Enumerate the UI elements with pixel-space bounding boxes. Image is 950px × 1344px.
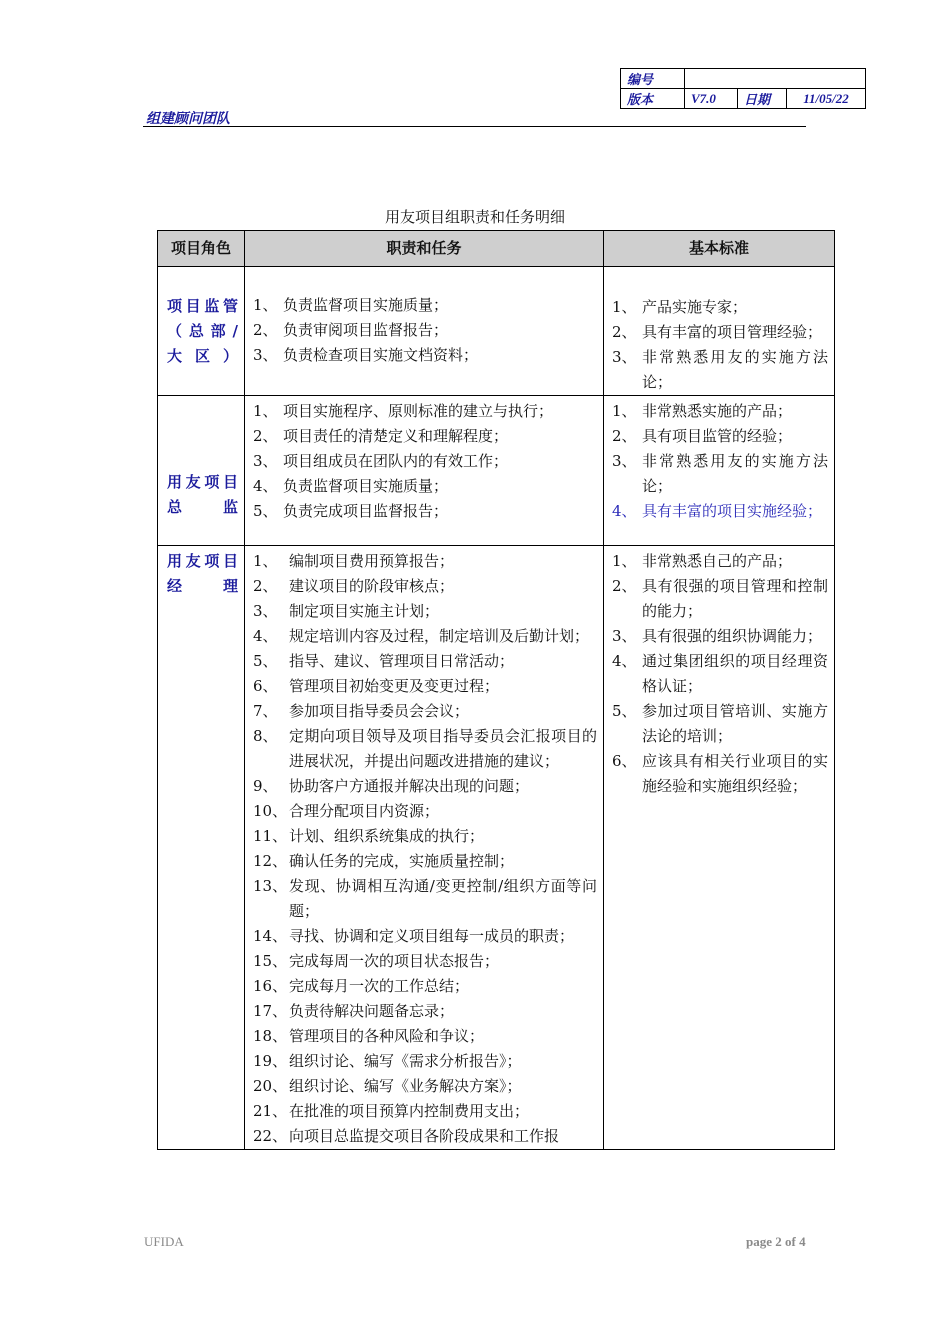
task-item [253,549,597,574]
task-item [253,574,597,599]
task-item [253,293,597,318]
task-number: 2、 [253,427,278,445]
task-text: 合理分配项目内资源； [289,802,440,820]
task-text: 管理项目初始变更及变更过程； [289,677,500,695]
task-item [253,449,597,474]
standard-text: 具有丰富的项目管理经验； [642,323,823,341]
standards-cell [604,396,835,546]
task-number: 3、 [253,346,278,364]
task-number: 1、 [253,296,278,314]
task-text: 项目组成员在团队内的有效工作； [283,452,509,470]
task-number: 4、 [253,627,278,645]
standard-text: 具有很强的组织协调能力； [642,627,823,645]
standard-item [612,424,828,449]
role-label-line: （总部/ [167,321,238,340]
standard-text: 具有丰富的项目实施经验； [642,502,823,520]
task-number: 4、 [253,477,278,495]
standard-number: 5、 [612,702,637,720]
task-list [253,549,597,1149]
tasks-cell [245,546,604,1150]
header-role: 项目角色 [158,231,245,267]
standard-text: 非常熟悉实施的产品； [642,402,793,420]
header-divider [143,126,806,127]
standard-item [612,699,828,749]
task-number: 16、 [253,977,288,995]
doc-info-row-number [621,69,866,89]
table-header-row [158,231,835,267]
task-text: 指导、建议、管理项目日常活动； [289,652,515,670]
standard-number: 4、 [612,652,637,670]
task-item [253,974,597,999]
task-item [253,1074,597,1099]
task-text: 负责审阅项目监督报告； [283,321,449,339]
task-number: 19、 [253,1052,288,1070]
standard-number: 4、 [612,502,637,520]
task-text: 在批准的项目预算内控制费用支出； [289,1102,530,1120]
standard-text: 应该具有相关行业项目的实施经验和实施组织经验； [642,752,828,795]
task-number: 11、 [253,827,288,845]
table-row [158,546,835,1150]
task-number: 10、 [253,802,288,820]
task-text: 制定项目实施主计划； [289,602,440,620]
standard-number: 6、 [612,752,637,770]
task-text: 计划、组织系统集成的执行； [289,827,485,845]
task-number: 9、 [253,777,278,795]
task-text: 完成每周一次的项目状态报告； [289,952,500,970]
standard-text: 产品实施专家； [642,298,748,316]
header-tasks: 职责和任务 [245,231,604,267]
task-number: 20、 [253,1077,288,1095]
task-list [253,399,597,524]
task-text: 发现、协调相互沟通/变更控制/组织方面等问题； [289,877,597,920]
standard-text: 具有项目监管的经验； [642,427,793,445]
task-number: 22、 [253,1127,288,1145]
task-text: 项目责任的清楚定义和理解程度； [283,427,509,445]
tasks-cell [245,396,604,546]
task-item [253,724,597,774]
task-item [253,399,597,424]
standard-number: 1、 [612,298,637,316]
task-item [253,343,597,368]
standard-item [612,499,828,524]
responsibility-table [157,230,835,1150]
table-row [158,267,835,396]
role-label-line: 总监 [167,497,238,516]
version-label: 版本 [621,89,685,109]
role-label-line: 项目监管 [167,296,238,315]
standard-item [612,624,828,649]
standard-number: 1、 [612,552,637,570]
task-item [253,924,597,949]
task-text: 负责监督项目实施质量； [283,477,449,495]
standard-number: 2、 [612,577,637,595]
role-label-line: 用友项目 [167,472,238,491]
task-text: 负责待解决问题备忘录； [289,1002,455,1020]
standard-item [612,574,828,624]
task-number: 17、 [253,1002,288,1020]
task-number: 15、 [253,952,288,970]
task-number: 13、 [253,877,288,895]
standard-item [612,295,828,320]
standard-text: 非常熟悉用友的实施方法论； [642,452,828,495]
task-text: 建议项目的阶段审核点； [289,577,455,595]
task-list [253,293,597,368]
role-label-line: 用友项目 [167,552,238,570]
standards-cell [604,267,835,396]
task-text: 定期向项目领导及项目指导委员会汇报项目的进展状况，并提出问题改进措施的建议； [289,727,597,770]
standard-number: 3、 [612,452,637,470]
task-item [253,1024,597,1049]
standard-list [612,399,828,524]
task-item [253,1099,597,1124]
standard-number: 3、 [612,348,637,366]
header-standards: 基本标准 [604,231,835,267]
standard-number: 3、 [612,627,637,645]
task-number: 14、 [253,927,288,945]
task-number: 8、 [253,727,278,745]
task-item [253,318,597,343]
doc-title: 组建顾问团队 [146,111,230,127]
task-number: 5、 [253,652,278,670]
task-item [253,1124,597,1149]
standard-text: 参加过项目管培训、实施方法论的培训； [642,702,828,745]
task-number: 2、 [253,321,278,339]
task-text: 完成每月一次的工作总结； [289,977,470,995]
date-value: 11/05/22 [787,89,866,109]
task-text: 参加项目指导委员会会议； [289,702,470,720]
task-item [253,1049,597,1074]
task-text: 管理项目的各种风险和争议； [289,1027,485,1045]
task-item [253,699,597,724]
task-text: 组织讨论、编写《需求分析报告》； [289,1052,522,1070]
standard-number: 2、 [612,323,637,341]
task-text: 负责完成项目监督报告； [283,502,449,520]
task-number: 3、 [253,452,278,470]
task-number: 5、 [253,502,278,520]
task-item [253,649,597,674]
task-number: 6、 [253,677,278,695]
standard-item [612,320,828,345]
standards-cell [604,546,835,1150]
page-current: 2 [775,1234,782,1249]
task-item [253,674,597,699]
task-number: 3、 [253,602,278,620]
standard-item [612,649,828,699]
standard-text: 非常熟悉用友的实施方法论； [642,348,828,391]
task-text: 协助客户方通报并解决出现的问题； [289,777,530,795]
task-item [253,849,597,874]
table-row [158,396,835,546]
standard-text: 通过集团组织的项目经理资格认证； [642,652,828,695]
task-number: 1、 [253,402,278,420]
task-item [253,824,597,849]
doc-info-row-version [621,89,866,109]
task-item [253,799,597,824]
task-item [253,599,597,624]
task-item [253,474,597,499]
task-item [253,874,597,924]
standard-text: 非常熟悉自己的产品； [642,552,793,570]
task-text: 确认任务的完成，实施质量控制； [289,852,515,870]
role-cell [158,546,245,1150]
task-item [253,499,597,524]
task-text: 负责监督项目实施质量； [283,296,449,314]
page-total: 4 [799,1234,806,1249]
standard-item [612,749,828,799]
standard-item [612,345,828,395]
task-text: 规定培训内容及过程，制定培训及后勤计划； [289,627,590,645]
footer-company: UFIDA [144,1234,184,1249]
role-cell [158,396,245,546]
role-label-line: 经理 [167,577,238,595]
task-text: 编制项目费用预算报告； [289,552,455,570]
footer-page-number [746,1234,806,1250]
role-cell [158,267,245,396]
task-item [253,999,597,1024]
task-number: 1、 [253,552,278,570]
date-label: 日期 [738,89,787,109]
page-of: of [785,1234,796,1249]
standard-number: 2、 [612,427,637,445]
standard-text: 具有很强的项目管理和控制的能力； [642,577,828,620]
task-item [253,424,597,449]
standard-item [612,399,828,424]
task-number: 2、 [253,577,278,595]
task-text: 负责检查项目实施文档资料； [283,346,479,364]
role-label-line: 大区） [167,346,238,365]
task-text: 寻找、协调和定义项目组每一成员的职责； [289,927,575,945]
table-caption: 用友项目组职责和任务明细 [384,208,565,226]
task-number: 12、 [253,852,288,870]
task-text: 向项目总监提交项目各阶段成果和工作报 [289,1127,560,1145]
version-value: V7.0 [685,89,738,109]
tasks-cell [245,267,604,396]
task-text: 项目实施程序、原则标准的建立与执行； [283,402,554,420]
standard-list [612,549,828,799]
standard-number: 1、 [612,402,637,420]
page-prefix: page [746,1234,772,1249]
task-number: 18、 [253,1027,288,1045]
standard-list [612,295,828,395]
task-item [253,624,597,649]
task-number: 7、 [253,702,278,720]
task-text: 组织讨论、编写《业务解决方案》； [289,1077,522,1095]
doc-number-value [685,69,866,89]
task-item [253,774,597,799]
standard-item [612,449,828,499]
doc-number-label: 编号 [621,69,685,89]
task-number: 21、 [253,1102,288,1120]
standard-item [612,549,828,574]
task-item [253,949,597,974]
doc-info-table [620,68,866,109]
